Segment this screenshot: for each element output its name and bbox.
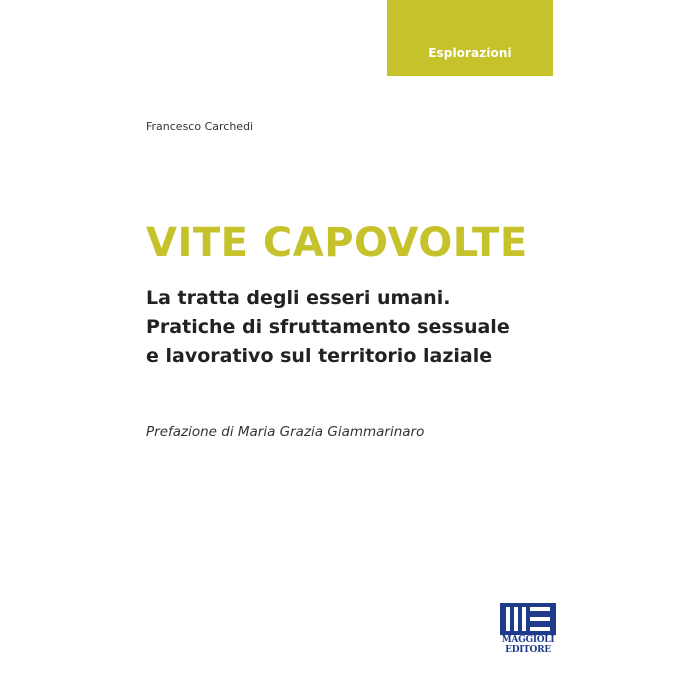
publisher-name-line1: MAGGIOLI (501, 635, 555, 645)
preface-credit: Prefazione di Maria Grazia Giammarinaro (146, 424, 425, 440)
author-name: Francesco Carchedi (146, 120, 254, 133)
subtitle-line: Pratiche di sfruttamento sessuale (146, 316, 510, 338)
book-title: VITE CAPOVOLTE (146, 220, 528, 266)
publisher-logo (500, 603, 556, 655)
maggioli-logo-icon (500, 603, 556, 635)
subtitle-line: La tratta degli esseri umani. (146, 287, 451, 309)
book-subtitle (146, 284, 576, 371)
subtitle-line: e lavorativo sul territorio laziale (146, 345, 493, 367)
series-label: Esplorazioni (428, 46, 512, 60)
publisher-name-line2: EDITORE (505, 645, 551, 655)
series-banner (387, 0, 553, 76)
